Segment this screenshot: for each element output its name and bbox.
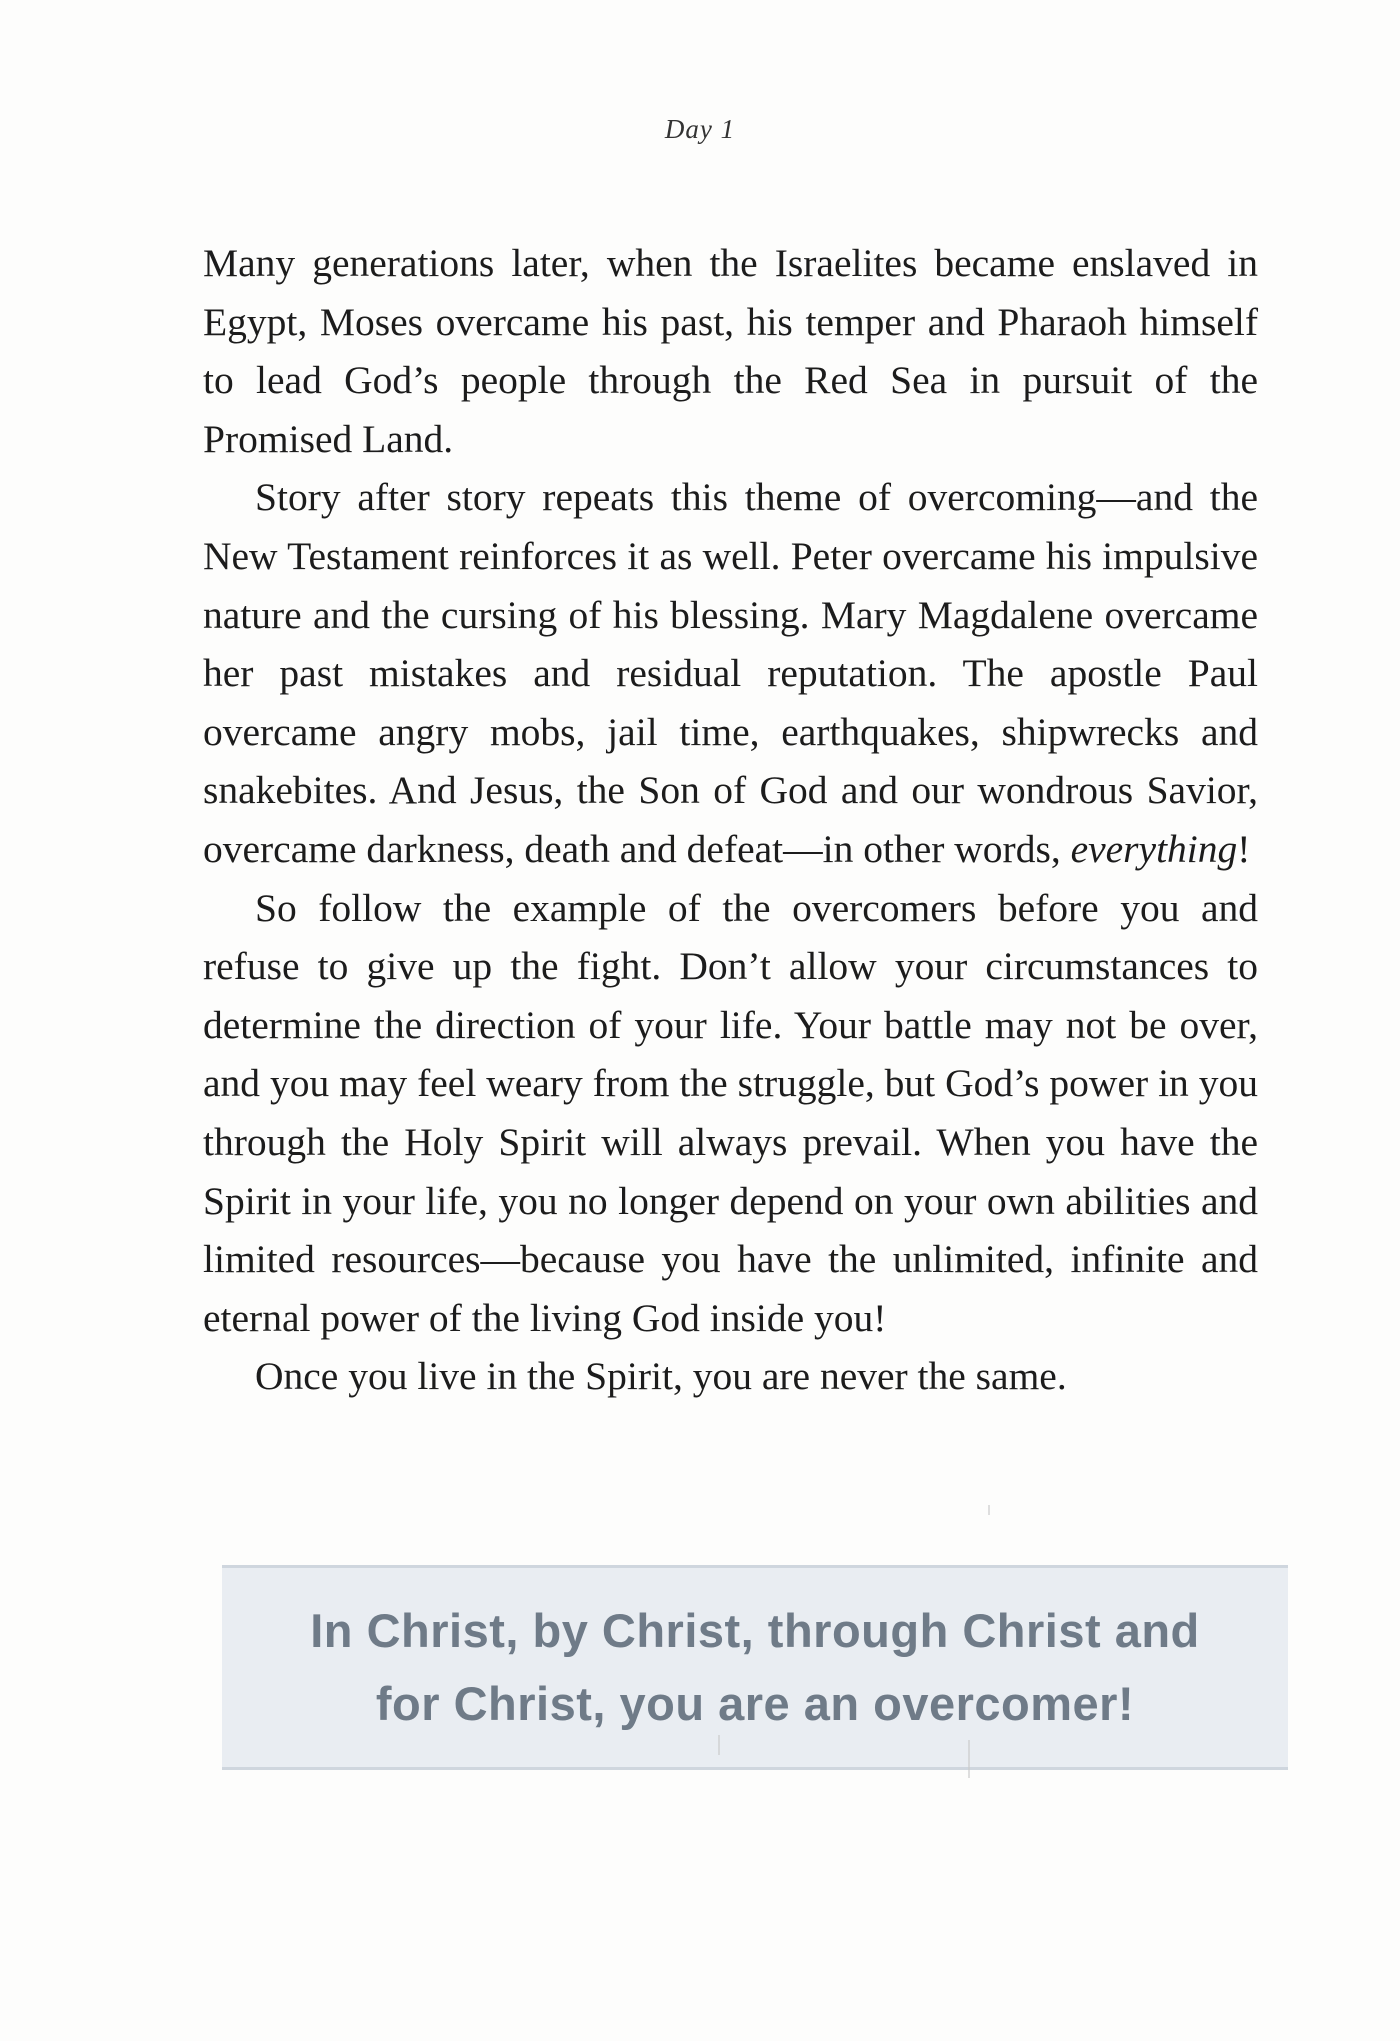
paragraph-3: So follow the example of the overcomers before you and refuse to give up the fight. Don’t allow your circumstances to determine the direction of your life. Your battle may not be over, and you may feel weary from the struggle, but God’s power in you through the Holy Spirit will always prevail. When you have the Spirit in your life, you no longer depend on your own abilities and limited resources—because you have the unlimited, infinite and eternal power of the living God inside you! [203,885,1258,1340]
running-head: Day 1 [664,114,736,144]
callout-text [222,1594,1288,1740]
callout-box [222,1565,1288,1770]
paragraph-2 [203,468,1258,878]
emphasis-word: everything [1070,826,1238,871]
callout-line-2: for Christ, you are an overcomer! [375,1677,1135,1730]
callout-line-1: In Christ, by Christ, through Christ and [310,1604,1200,1657]
scan-artifact [968,1740,970,1778]
body-text [203,234,1258,1406]
scan-artifact [718,1735,720,1755]
paragraph-4: Once you live in the Spirit, you are never the same. [255,1354,1067,1399]
paragraph-2-text: Story after story repeats this theme of overcoming—and the New Testament reinforces it as well. Peter overcame his impulsive nature and the cursing of his blessing. Mary Magdalene overcame her past mistakes and residual reputation. The apostle Paul overcame angry mobs, jail time, earthquakes, shipwrecks and snakebites. And Jesus, the Son of God and our wondrous Savior, overcame darkness, death and defeat—in other words, [203,475,1258,871]
emphasis-punctuation: ! [1237,826,1251,871]
paragraph-1: Many generations later, when the Israelites became enslaved in Egypt, Moses overcame his past, his temper and Pharaoh himself to lead God’s people through the Red Sea in pursuit of the Promised Land. [203,241,1258,461]
scan-artifact [988,1505,990,1515]
